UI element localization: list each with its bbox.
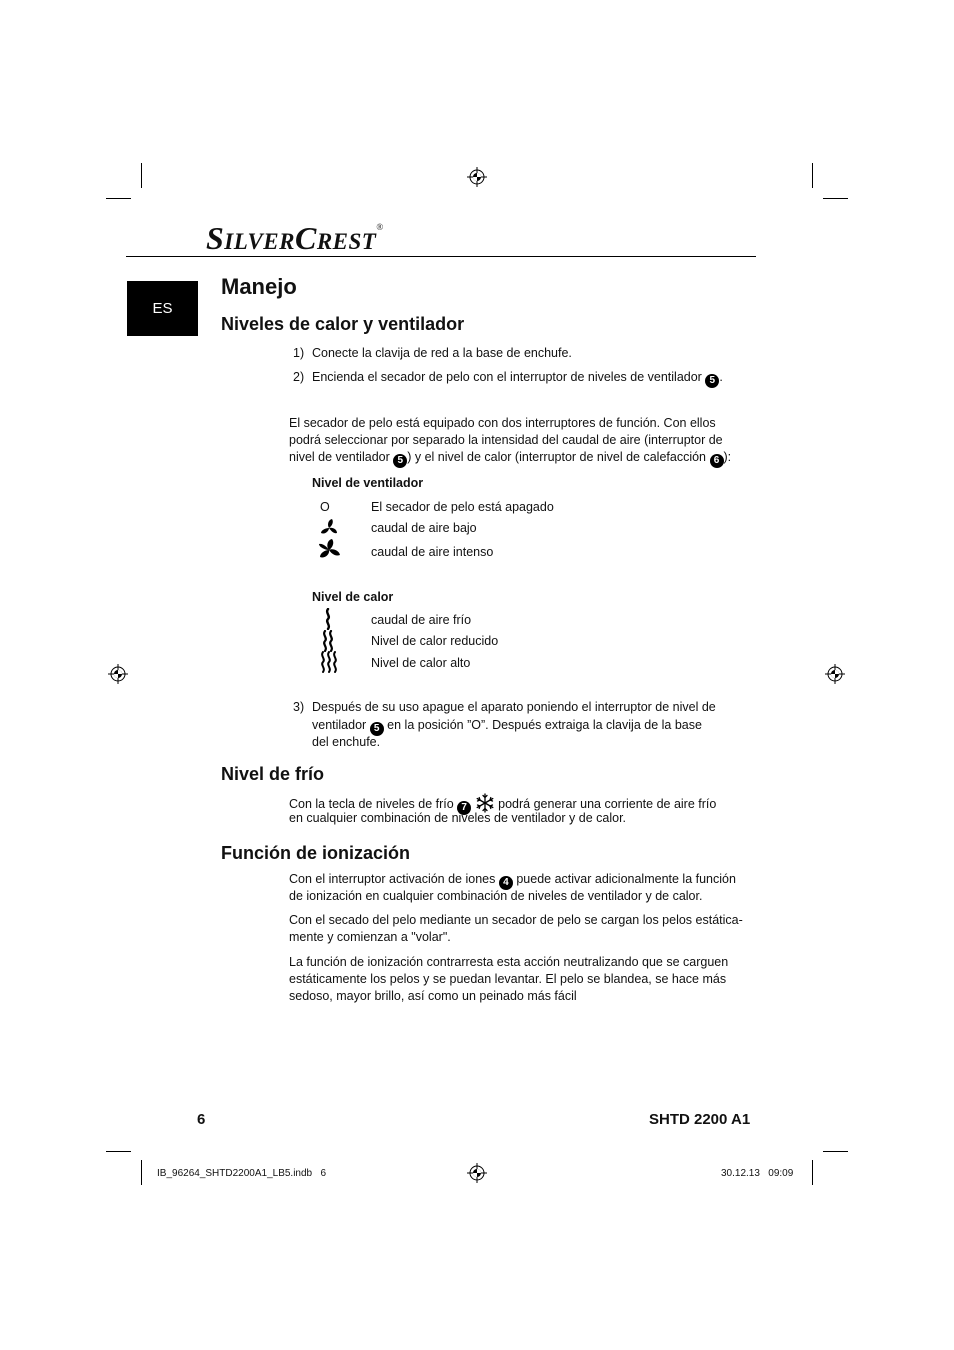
paragraph-line: Con la tecla de niveles de frío 7 podrá generar una corriente de aire frío <box>289 793 716 815</box>
paragraph-line: La función de ionización contrarresta esta acción neutralizando que se carguen <box>289 955 729 969</box>
model-number: SHTD 2200 A1 <box>649 1111 751 1128</box>
crop-mark <box>812 163 813 188</box>
heat-level-label: caudal de aire frío <box>371 613 472 627</box>
fan-low-icon <box>316 517 342 539</box>
fan-high-icon <box>315 538 343 562</box>
reference-number-badge: 4 <box>499 876 513 890</box>
fan-level-heading: Nivel de ventilador <box>312 476 424 490</box>
section-heading: Nivel de frío <box>221 764 325 784</box>
brand-logo: SILVERCREST® <box>206 220 384 256</box>
heat-level-label: Nivel de calor reducido <box>371 634 499 648</box>
section-heading: Función de ionización <box>221 843 410 863</box>
registration-mark-icon <box>108 664 128 684</box>
heat-level-label: Nivel de calor alto <box>371 656 471 670</box>
section-heading: Niveles de calor y ventilador <box>221 314 465 334</box>
heat-two-waves-icon <box>316 630 342 652</box>
print-date-time: 30.12.13 09:09 <box>721 1168 794 1179</box>
crop-mark <box>823 198 848 199</box>
step-number: 3) <box>293 700 305 714</box>
heat-level-heading: Nivel de calor <box>312 590 394 604</box>
heat-one-wave-icon <box>316 608 342 630</box>
step-text: Encienda el secador de pelo con el interruptor de niveles de ventilador 5 . <box>312 370 723 386</box>
step-text: Después de su uso apague el aparato poniendo el interruptor de nivel de <box>312 700 716 714</box>
crop-mark <box>823 1151 848 1152</box>
heat-three-waves-icon <box>316 651 342 673</box>
paragraph-line: podrá seleccionar por separado la intensidad del caudal de aire (interruptor de <box>289 433 723 447</box>
crop-mark <box>812 1160 813 1185</box>
paragraph-line: en cualquier combinación de niveles de ventilador y de calor. <box>289 811 627 825</box>
registration-mark-icon <box>467 1163 487 1183</box>
registration-mark-icon <box>825 664 845 684</box>
reference-number-badge: 5 <box>370 722 384 736</box>
paragraph-line: estáticamente los pelos y se puedan levantar. El pelo se blandea, se hace más <box>289 972 727 986</box>
crop-mark <box>106 1151 131 1152</box>
crop-mark <box>106 198 131 199</box>
reference-number-badge: 5 <box>705 374 719 388</box>
page-number: 6 <box>197 1111 206 1128</box>
paragraph-line: mente y comienzan a "volar". <box>289 930 451 944</box>
step-text: ventilador 5 en la posición ”O”. Después extraiga la clavija de la base <box>312 718 702 734</box>
step-text: Conecte la clavija de red a la base de enchufe. <box>312 346 572 360</box>
page-title: Manejo <box>221 274 297 299</box>
header-rule <box>126 256 756 257</box>
paragraph-line: El secador de pelo está equipado con dos interruptores de función. Con ellos <box>289 416 716 430</box>
fan-level-label: caudal de aire bajo <box>371 521 477 535</box>
step-number: 2) <box>293 370 305 384</box>
registration-mark-icon <box>467 167 487 187</box>
paragraph-line: sedoso, mayor brillo, así como un peinado más fácil <box>289 989 577 1003</box>
step-number: 1) <box>293 346 305 360</box>
paragraph-line: nivel de ventilador 5 ) y el nivel de calor (interruptor de nivel de calefacción 6 ): <box>289 450 732 466</box>
paragraph-line: Con el secado del pelo mediante un secador de pelo se cargan los pelos estática- <box>289 913 743 927</box>
crop-mark <box>141 163 142 188</box>
reference-number-badge: 7 <box>457 801 471 815</box>
crop-mark <box>141 1160 142 1185</box>
step-text: del enchufe. <box>312 735 381 749</box>
fan-level-label: El secador de pelo está apagado <box>371 500 554 514</box>
paragraph-line: de ionización en cualquier combinación de niveles de ventilador y de calor. <box>289 889 703 903</box>
reference-number-badge: 6 <box>710 454 724 468</box>
language-tab: ES <box>127 281 198 336</box>
fan-off-symbol: O <box>320 500 330 514</box>
reference-number-badge: 5 <box>393 454 407 468</box>
paragraph-line: Con el interruptor activación de iones 4 puede activar adicionalmente la función <box>289 872 736 888</box>
fan-level-label: caudal de aire intenso <box>371 545 494 559</box>
print-file-name: IB_96264_SHTD2200A1_LB5.indb 6 <box>157 1168 327 1179</box>
